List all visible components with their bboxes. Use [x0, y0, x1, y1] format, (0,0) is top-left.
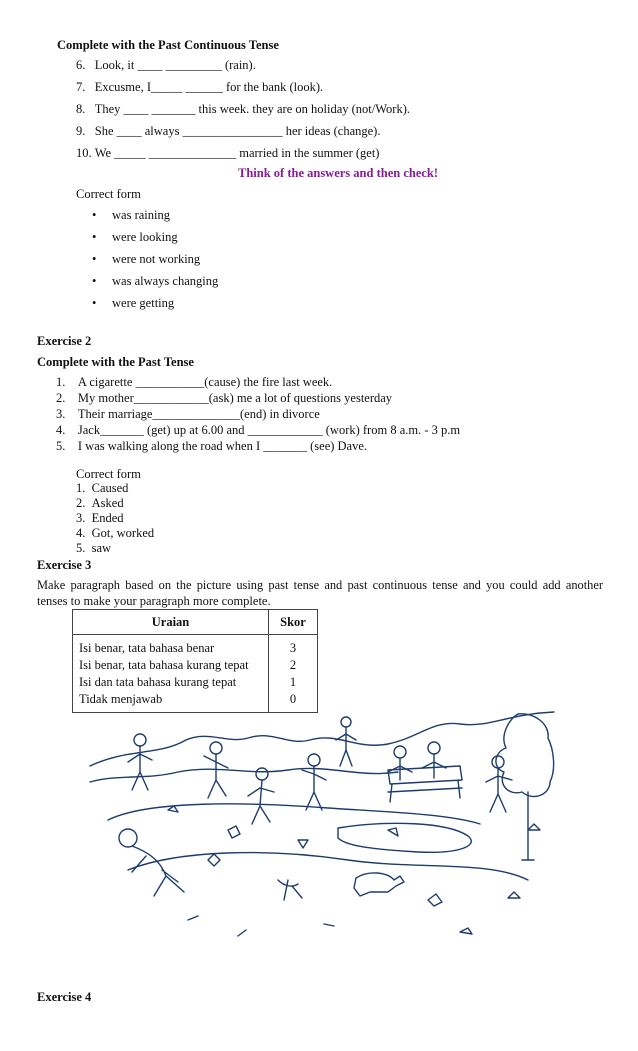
answer-text: Caused — [91, 481, 129, 495]
correct-form-label: Correct form — [76, 467, 141, 481]
rubric-row — [73, 657, 318, 674]
answer-item — [76, 526, 154, 541]
question-text: I was walking along the road when I _______ (see) Dave. — [77, 439, 368, 453]
answer-text: Got, worked — [91, 526, 155, 540]
section-heading-past-continuous: Complete with the Past Continuous Tense — [57, 38, 279, 52]
question-item — [76, 102, 410, 117]
question-text: Excusme, I_____ ______ for the bank (look). — [94, 80, 324, 94]
exercise-3-instruction-line-2: tenses to make your paragraph more complete. — [37, 594, 271, 608]
question-text: We _____ ______________ married in the summer (get) — [94, 146, 380, 160]
exercise-4-title: Exercise 4 — [37, 990, 92, 1004]
exercise-3-instruction-line-1: Make paragraph based on the picture using past tense and past continuous tense and you could add another — [37, 578, 603, 592]
question-number: 7. — [76, 80, 86, 94]
question-number: 9. — [76, 124, 86, 138]
question-text: They ____ _______ this week. they are on holiday (not/Work). — [94, 102, 410, 116]
exercise-3-title: Exercise 3 — [37, 558, 92, 572]
question-text: My mother____________(ask) me a lot of questions yesterday — [77, 391, 393, 405]
question-text: Look, it ____ _________ (rain). — [94, 58, 256, 72]
question-text: Their marriage______________(end) in divorce — [77, 407, 320, 421]
rubric-uraian-cell: Isi benar, tata bahasa kurang tepat — [73, 657, 269, 674]
rubric-uraian-cell: Isi benar, tata bahasa benar — [73, 635, 269, 658]
answer-number: 4. — [76, 526, 86, 540]
answer-item: • were getting — [92, 296, 175, 310]
answer-text: Ended — [91, 511, 124, 525]
answer-item — [76, 481, 128, 496]
question-item — [56, 423, 460, 438]
rubric-skor-cell: 1 — [269, 674, 318, 691]
question-item — [56, 391, 392, 406]
answer-item — [76, 541, 111, 556]
rubric-header-uraian: Uraian — [73, 610, 269, 635]
question-item — [56, 407, 320, 422]
question-number: 6. — [76, 58, 86, 72]
answer-number: 3. — [76, 511, 86, 525]
answer-text: was raining — [112, 208, 170, 222]
answer-item: • were not working — [92, 252, 201, 266]
answer-text: were getting — [112, 296, 175, 310]
question-text: She ____ always ________________ her ideas (change). — [94, 124, 381, 138]
rubric-row — [73, 635, 318, 658]
correct-form-label: Correct form — [76, 187, 141, 201]
question-item — [76, 80, 323, 95]
rubric-uraian-cell: Tidak menjawab — [73, 691, 269, 713]
scoring-rubric-table — [72, 609, 318, 713]
rubric-skor-cell: 2 — [269, 657, 318, 674]
answer-number: 5. — [76, 541, 86, 555]
park-scene-picture — [88, 710, 556, 952]
answer-text: Asked — [91, 496, 124, 510]
question-item — [76, 124, 380, 139]
answer-number: 2. — [76, 496, 86, 510]
question-number: 10. — [76, 146, 92, 160]
rubric-skor-cell: 0 — [269, 691, 318, 713]
answer-text: saw — [91, 541, 112, 555]
answer-text: were not working — [112, 252, 201, 266]
answer-item: • were looking — [92, 230, 178, 244]
question-text: Jack_______ (get) up at 6.00 and ____________ (work) from 8 a.m. - 3 p.m — [77, 423, 461, 437]
question-number: 4. — [56, 423, 66, 437]
rubric-uraian-cell: Isi dan tata bahasa kurang tepat — [73, 674, 269, 691]
answer-text: were looking — [112, 230, 178, 244]
question-number: 1. — [56, 375, 66, 389]
answer-item: • was raining — [92, 208, 170, 222]
check-prompt: Think of the answers and then check! — [238, 166, 439, 180]
rubric-header-row — [73, 610, 318, 635]
answer-item: • was always changing — [92, 274, 219, 288]
question-item — [56, 375, 332, 390]
question-item — [56, 439, 367, 454]
question-item — [76, 146, 379, 161]
rubric-row — [73, 674, 318, 691]
rubric-skor-cell: 3 — [269, 635, 318, 658]
question-number: 3. — [56, 407, 66, 421]
question-number: 5. — [56, 439, 66, 453]
answer-item — [76, 511, 124, 526]
rubric-header-skor: Skor — [269, 610, 318, 635]
question-number: 2. — [56, 391, 66, 405]
question-item — [76, 58, 256, 73]
answer-text: was always changing — [112, 274, 219, 288]
exercise-2-heading: Complete with the Past Tense — [37, 355, 194, 369]
exercise-2-title: Exercise 2 — [37, 334, 92, 348]
question-number: 8. — [76, 102, 86, 116]
answer-item — [76, 496, 124, 511]
question-text: A cigarette ___________(cause) the fire last week. — [77, 375, 333, 389]
answer-number: 1. — [76, 481, 86, 495]
